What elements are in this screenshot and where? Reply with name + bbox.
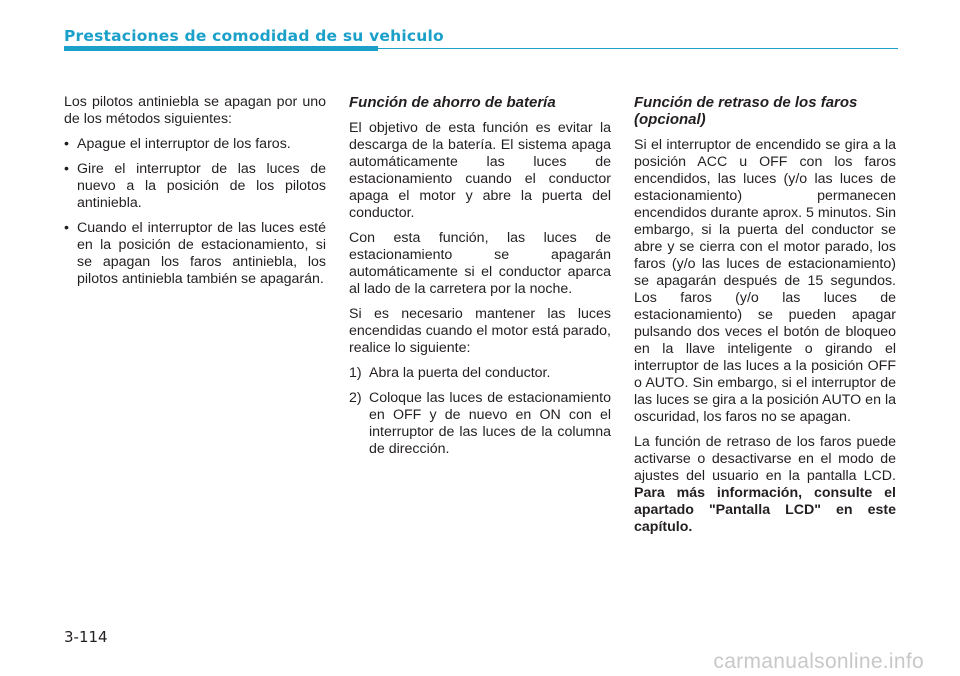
list-item: • Apague el interruptor de los faros. [64, 136, 326, 153]
paragraph: Si el interruptor de encendido se gira a la posición ACC u OFF con los faros encendidos, las luces (y/o las luces de estacionamiento) permanecen encendidos durante aprox. 5 minutos. Sin embargo, si la puerta del conductor se abre y se cierra con el motor parado, los faros (y/o las luces de estacionamiento) se apagarán después de 15 segundos. Los faros (y/o las luces de estacionamiento) se pueden apagar pulsando dos veces el botón de bloqueo en la llave inteligente o girando el interruptor de las luces a la posición OFF o AUTO. Sin embargo, si el interruptor de las luces se gira a la posición AUTO en la oscuridad, los faros no se apagan. [634, 137, 896, 425]
step-item [349, 365, 611, 382]
step-text: Coloque las luces de estacionamiento en OFF y de nuevo en ON con el interruptor de las luces de la columna de dirección. [369, 390, 611, 457]
page-number: 3-114 [64, 628, 108, 646]
paragraph: Si es necesario mantener las luces encendidas cuando el motor está parado, realice lo siguiente: [349, 306, 611, 356]
step-number: 2) [349, 390, 362, 406]
headlamp-delay-heading: Función de retraso de los faros (opcional) [634, 94, 858, 128]
steps-list [349, 365, 611, 458]
header-rule-thin [378, 48, 898, 49]
step-number: 1) [349, 365, 362, 381]
paragraph: El objetivo de esta función es evitar la descarga de la batería. El sistema apaga automáticamente las luces de estacionamiento cuando el conductor apaga el motor y abre la puerta del conductor. [349, 120, 611, 221]
list-item: • Cuando el interruptor de las luces esté en la posición de estacionamiento, si se apagan los faros antiniebla, los pilotos antiniebla también se apagarán. [64, 220, 326, 288]
step-text: Abra la puerta del conductor. [369, 365, 551, 381]
battery-saver-heading: Función de ahorro de batería [349, 94, 556, 111]
watermark: carmanualsonline.info [713, 650, 924, 673]
column-left [64, 94, 326, 296]
column-right [634, 94, 896, 544]
column-middle [349, 94, 611, 466]
header-rule-thick [64, 46, 378, 51]
paragraph [634, 434, 896, 536]
list-item: • Gire el interruptor de las luces de nuevo a la posición de los pilotos antiniebla. [64, 161, 326, 212]
step-item [349, 390, 611, 458]
paragraph-text: La función de retraso de los faros puede activarse o desactivarse en el modo de ajustes del usuario en la pantalla LCD. [634, 434, 896, 484]
fog-lamps-methods-list [64, 136, 326, 288]
section-title: Prestaciones de comodidad de su vehiculo [64, 27, 444, 45]
fog-lamps-intro: Los pilotos antiniebla se apagan por uno de los métodos siguientes: [64, 94, 326, 127]
paragraph: Con esta función, las luces de estacionamiento se apagarán automáticamente si el conductor aparca al lado de la carretera por la noche. [349, 230, 611, 297]
cross-reference-text: Para más información, consulte el apartado "Pantalla LCD" en este capítulo. [634, 485, 896, 535]
